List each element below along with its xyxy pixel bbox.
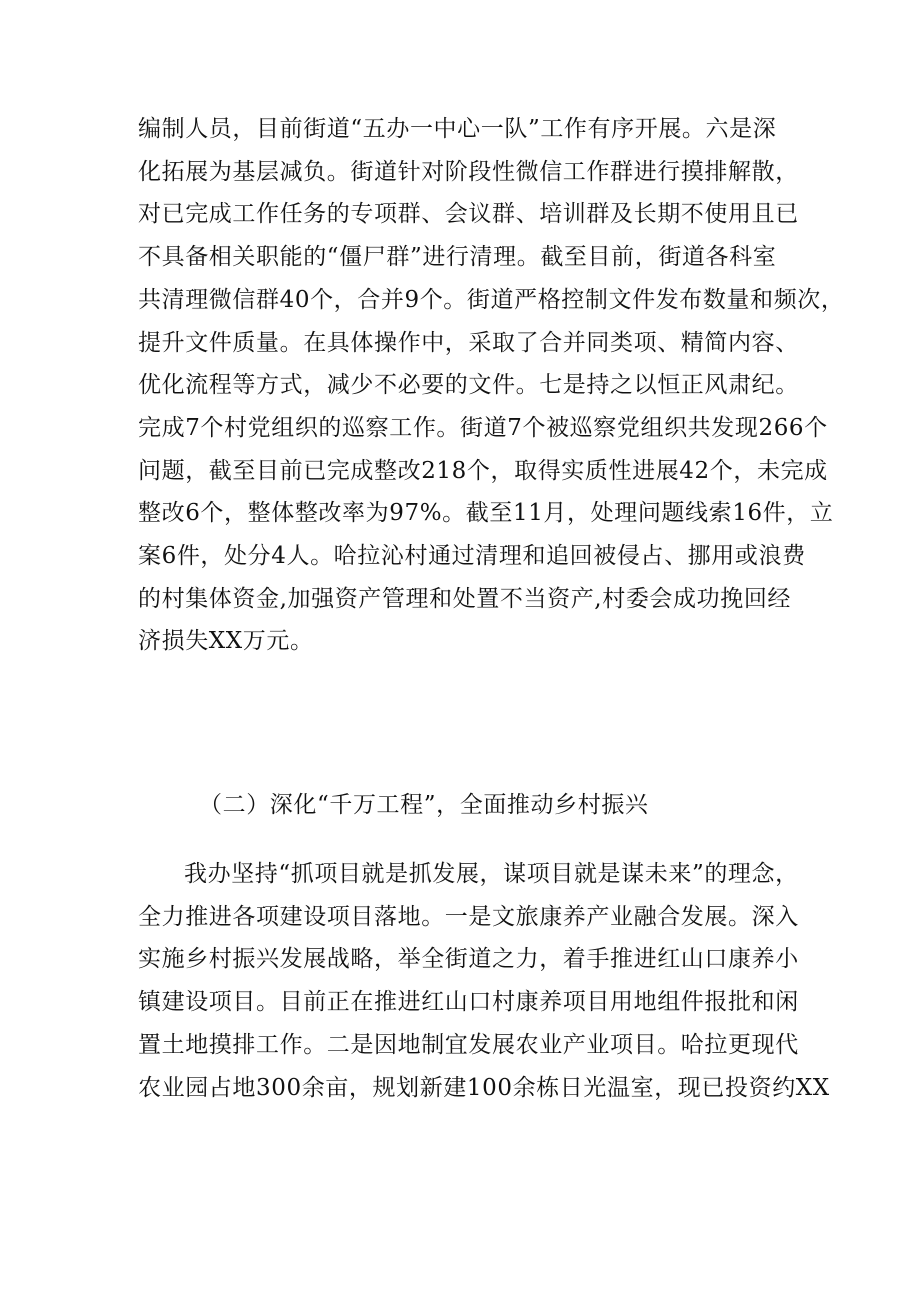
- text-line: 提升文件质量。在具体操作中，采取了合并同类项、精简内容、: [138, 329, 799, 356]
- body-paragraph-1: [138, 108, 845, 663]
- text-line: 的村集体资金,加强资产管理和处置不当资产,村委会成功挽回经: [138, 585, 792, 612]
- text-line: 镇建设项目。目前正在推进红山口村康养项目用地组件报批和闲: [138, 989, 799, 1016]
- text-line: 完成7个村党组织的巡察工作。街道7个被巡察党组织共发现266个: [138, 414, 828, 441]
- text-line: 不具备相关职能的“僵尸群”进行清理。截至目前，街道各科室: [138, 244, 777, 271]
- text-line: 我办坚持“抓项目就是抓发展，谋项目就是谋未来”的理念，: [184, 861, 799, 887]
- text-line: 置土地摸排工作。二是因地制宜发展农业产业项目。哈拉更现代: [138, 1031, 799, 1058]
- text-line: 对已完成工作任务的专项群、会议群、培训群及长期不使用且已: [138, 201, 799, 228]
- text-line: 问题，截至目前已完成整改218个，取得实质性进展42个，未完成: [138, 457, 828, 484]
- text-line: 化拓展为基层减负。街道针对阶段性微信工作群进行摸排解散，: [138, 158, 799, 185]
- text-line: 实施乡村振兴发展战略，举全街道之力，着手推进红山口康养小: [138, 946, 799, 973]
- text-line: 编制人员，目前街道“五办一中心一队”工作有序开展。六是深: [138, 116, 777, 142]
- text-line: 整改6个，整体整改率为97%。截至11月，处理问题线索16件，立: [138, 500, 834, 527]
- text-line: 农业园占地300余亩，规划新建100余栋日光温室，现已投资约XX: [138, 1074, 830, 1101]
- text-line: 案6件，处分4人。哈拉沁村通过清理和追回被侵占、挪用或浪费: [138, 543, 806, 570]
- text-line: 济损失XX万元。: [138, 628, 314, 655]
- text-line: 共清理微信群40个，合并9个。街道严格控制文件发布数量和频次，: [138, 286, 845, 313]
- text-line: 优化流程等方式，减少不必要的文件。七是持之以恒正风肃纪。: [138, 372, 799, 399]
- text-line: 全力推进各项建设项目落地。一是文旅康养产业融合发展。深入: [138, 903, 799, 930]
- body-paragraph-2: [138, 853, 830, 1109]
- section-heading: （二）深化“千万工程”，全面推动乡村振兴: [199, 792, 649, 818]
